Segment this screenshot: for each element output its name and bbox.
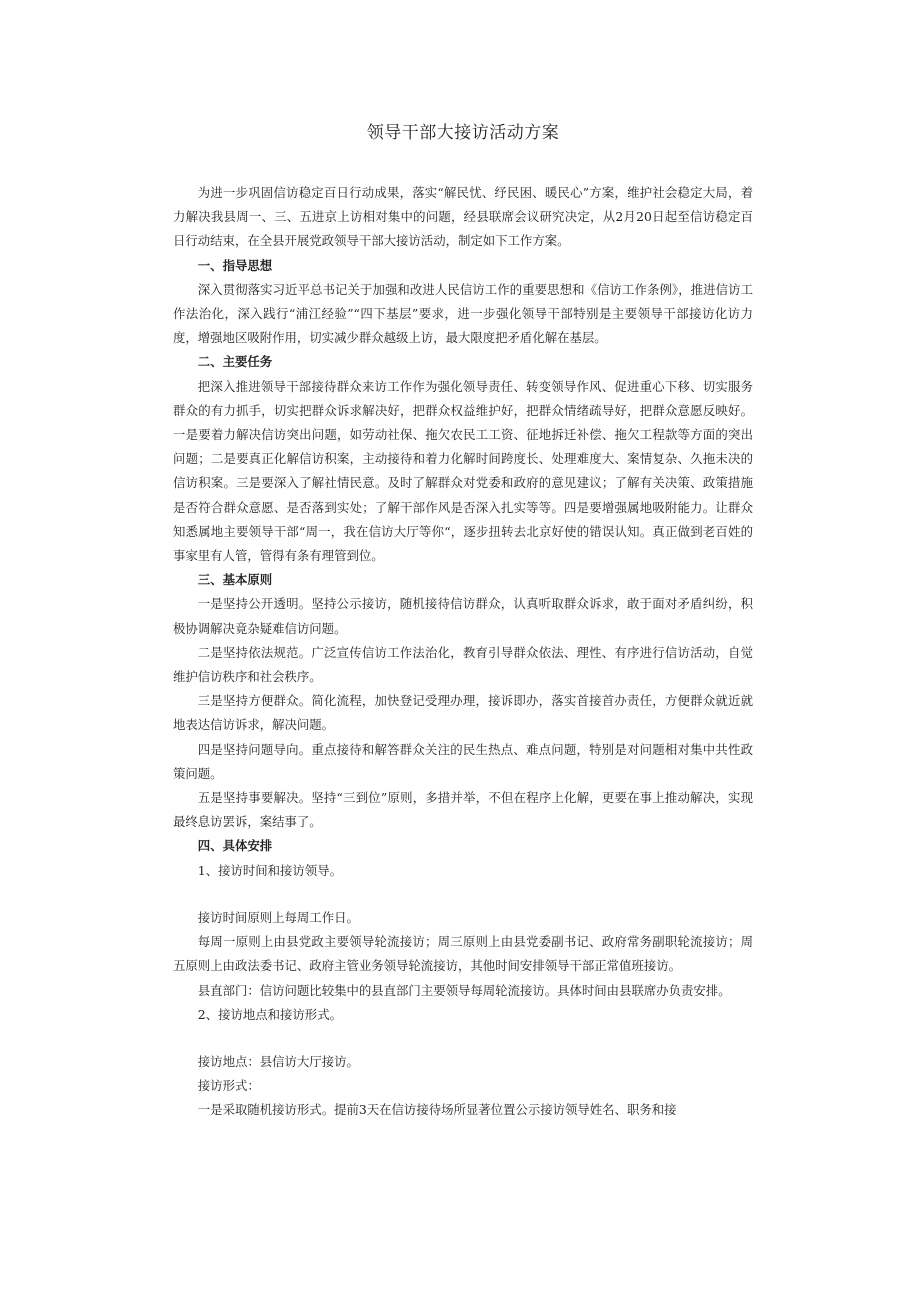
arrangement-paragraph: 接访时间原则上每周工作日。 bbox=[197, 909, 359, 925]
arrangement-paragraph: 县直部门：信访问题比较集中的县直部门主要领导每周轮流接访。具体时间由县联席办负责安排。 bbox=[197, 982, 731, 998]
section-heading-guiding-ideology: 一、指导思想 bbox=[197, 257, 273, 273]
principle-paragraph: 五是坚持事要解决。坚持“三到位”原则，多措并举，不但在程序上化解，更要在事上推动解决，实现最终息访罢诉，案结事了。 bbox=[173, 790, 753, 830]
principle-paragraph: 三是坚持方便群众。简化流程，加快登记受理办理，接诉即办，落实首接首办责任，方便群众就近就地表达信访诉求，解决问题。 bbox=[173, 693, 753, 733]
arrangement-paragraph: 接访地点：县信访大厅接访。 bbox=[197, 1053, 359, 1069]
section-heading-basic-principles: 三、基本原则 bbox=[197, 572, 273, 588]
main-tasks-paragraph: 把深入推进领导干部接待群众来访工作作为强化领导责任、转变领导作风、促进重心下移、切实服务群众的有力抓手，切实把群众诉求解决好，把群众权益维护好，把群众情绪疏导好，把群众意愿反映好。一是要着力解决信访突出问题，如劳动社保、拖欠农民工工资、征地拆迁补偿、拖欠工程款等方面的突出问题；二是要真正化解信访积案，主动接待和着力化解时间跨度长、处理难度大、案情复杂、久拖未决的信访积案。三是要深入了解社情民意。及时了解群众对党委和政府的意见建议；了解有关决策、政策措施是否符合群众意愿、是否落到实处；了解干部作风是否深入扎实等等。四是要增强属地吸附能力。让群众知悉属地主要领导干部“周一，我在信访大厅等你“，逐步扭转去北京好使的错误认知。真正做到老百姓的事家里有人管，管得有条有理管到位。 bbox=[173, 378, 753, 564]
document-page bbox=[173, 118, 753, 1123]
intro-paragraph: 为进一步巩固信访稳定百日行动成果，落实“解民忧、纾民困、暖民心”方案，维护社会稳定大局，着力解决我县周一、三、五进京上访相对集中的问题，经县联席会议研究决定，从2月20日起至信访稳定百日行动结束，在全县开展党政领导干部大接访活动，制定如下工作方案。 bbox=[173, 185, 753, 249]
principle-paragraph: 二是坚持依法规范。广泛宣传信访工作法治化，教育引导群众依法、理性、有序进行信访活动，自觉维护信访秩序和社会秩序。 bbox=[173, 644, 753, 685]
principle-paragraph: 一是坚持公开透明。坚持公示接访，随机接待信访群众，认真听取群众诉求，敢于面对矛盾纠纷，积极协调解决竟杂疑难信访问题。 bbox=[173, 596, 753, 636]
principle-paragraph: 四是坚持问题导向。重点接待和解答群众关注的民生热点、难点问题，特别是对问题相对集中共性政策问题。 bbox=[173, 741, 753, 781]
arrangement-paragraph: 接访形式： bbox=[197, 1078, 260, 1094]
arrangement-paragraph: 一是采取随机接访形式。提前3天在信访接待场所显著位置公示接访领导姓名、职务和接 bbox=[197, 1102, 677, 1118]
document-title: 领导干部大接访活动方案 bbox=[366, 123, 560, 143]
arrangement-paragraph: 每周一原则上由县党政主要领导轮流接访；周三原则上由县党委副书记、政府常务副职轮流接访；周五原则上由政法委书记、政府主管业务领导轮流接访，其他时间安排领导干部正常值班接访。 bbox=[173, 934, 753, 974]
section-heading-main-tasks: 二、主要任务 bbox=[197, 354, 273, 370]
section-heading-specific-arrangements: 四、具体安排 bbox=[197, 838, 273, 854]
subsection-heading-reception-time: 1、接访时间和接访领导。 bbox=[197, 862, 342, 878]
subsection-heading-reception-place: 2、接访地点和接访形式。 bbox=[197, 1006, 342, 1022]
guiding-ideology-paragraph: 深入贯彻落实习近平总书记关于加强和改进人民信访工作的重要思想和《信访工作条例》，推进信访工作法治化，深入践行“浦江经验”“四下基层”要求，进一步强化领导干部特别是主要领导干部接访化访力度，增强地区吸附作用，切实减少群众越级上访，最大限度把矛盾化解在基层。 bbox=[173, 281, 753, 346]
